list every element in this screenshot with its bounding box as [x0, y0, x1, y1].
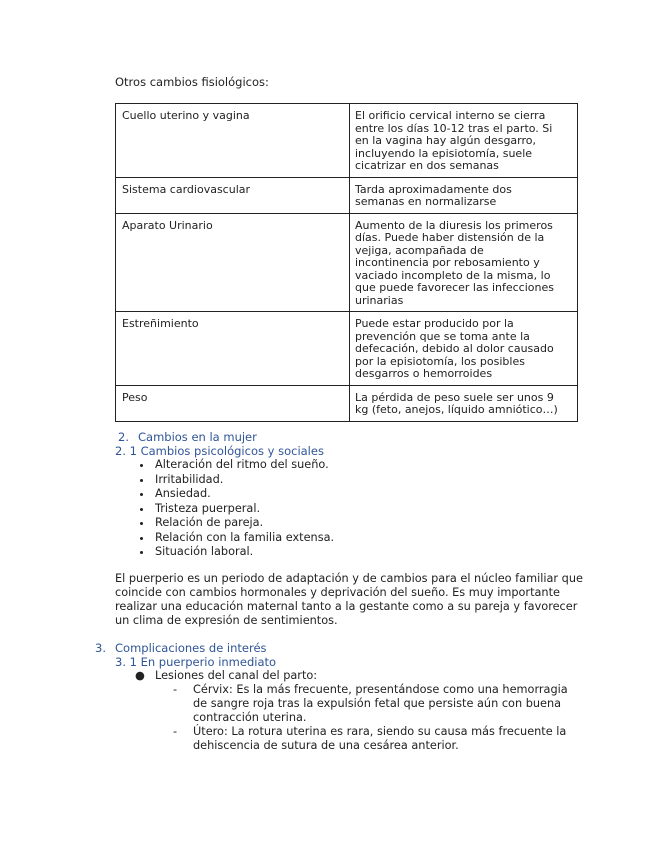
- table-row: [116, 177, 578, 213]
- table-cell-organ: Sistema cardiovascular: [116, 177, 350, 213]
- list-item: • Irritabilidad.: [153, 473, 334, 488]
- list-item: • Situación laboral.: [153, 545, 334, 560]
- table-cell-organ: Aparato Urinario: [116, 213, 350, 312]
- section-3-heading: Complicaciones de interés: [115, 641, 267, 655]
- section-2-heading: Cambios en la mujer: [138, 430, 257, 444]
- table-cell-desc: Aumento de la diuresis los primeros días. Puede haber distensión de la vejiga, acompañada de incontinencia por rebosamiento y vaciado incompleto de la misma, lo que puede favorecer las infecciones urinarias: [350, 213, 578, 312]
- table-cell-organ: Cuello uterino y vagina: [116, 104, 350, 178]
- intro-text: Otros cambios fisiológicos:: [115, 75, 269, 89]
- puerperium-paragraph: El puerperio es un periodo de adaptación y de cambios para el núcleo familiar que coincide con cambios hormonales y deprivación del sueño. Es muy importante realizar una educación maternal tanto a la gestante como a su pareja y favorecer un clima de expresión de sentimientos.: [115, 572, 583, 627]
- list-item: • Relación de pareja.: [153, 516, 334, 531]
- table-cell-desc: Tarda aproximadamente dos semanas en normalizarse: [350, 177, 578, 213]
- list-item: • Alteración del ritmo del sueño.: [153, 458, 334, 473]
- table-row: [116, 213, 578, 312]
- section-3-number: 3.: [95, 641, 106, 655]
- bullet-icon: ●: [135, 669, 145, 682]
- list-item: • Ansiedad.: [153, 487, 334, 502]
- table-cell-organ: Peso: [116, 385, 350, 421]
- section-2-1-heading: 2. 1 Cambios psicológicos y sociales: [115, 444, 324, 458]
- table-cell-desc: Puede estar producido por la prevención que se toma ante la defecación, debido al dolor causado por la episiotomía, los posibles desgarros o hemorroides: [350, 312, 578, 386]
- sub-list-item: [173, 725, 583, 753]
- physiological-changes-table: [115, 103, 578, 422]
- sub-list-item: [173, 683, 583, 725]
- table-row: [116, 104, 578, 178]
- section-2-number: 2.: [118, 430, 129, 444]
- section-3-1-heading: 3. 1 En puerperio inmediato: [115, 655, 277, 669]
- dash-icon: -: [173, 683, 178, 696]
- table-cell-desc: El orificio cervical interno se cierra entre los días 10-12 tras el parto. Si en la vagina hay algún desgarro, incluyendo la episiotomía, suele cicatrizar en dos semanas: [350, 104, 578, 178]
- lesiones-label: Lesiones del canal del parto:: [155, 669, 318, 682]
- dash-icon: -: [173, 725, 178, 738]
- list-item: • Tristeza puerperal.: [153, 502, 334, 517]
- sub-item-text: Cérvix: Es la más frecuente, presentándose como una hemorragia de sangre roja tras la expulsión fetal que persiste aún con buena contracción uterina.: [193, 683, 568, 724]
- table-row: [116, 312, 578, 386]
- table-cell-organ: Estreñimiento: [116, 312, 350, 386]
- table-cell-desc: La pérdida de peso suele ser unos 9 kg (feto, anejos, líquido amniótico…): [350, 385, 578, 421]
- list-item: • Relación con la familia extensa.: [153, 531, 334, 546]
- table-row: [116, 385, 578, 421]
- psychological-changes-list: [135, 458, 334, 560]
- sub-item-text: Útero: La rotura uterina es rara, siendo su causa más frecuente la dehiscencia de sutura de una cesárea anterior.: [193, 725, 567, 752]
